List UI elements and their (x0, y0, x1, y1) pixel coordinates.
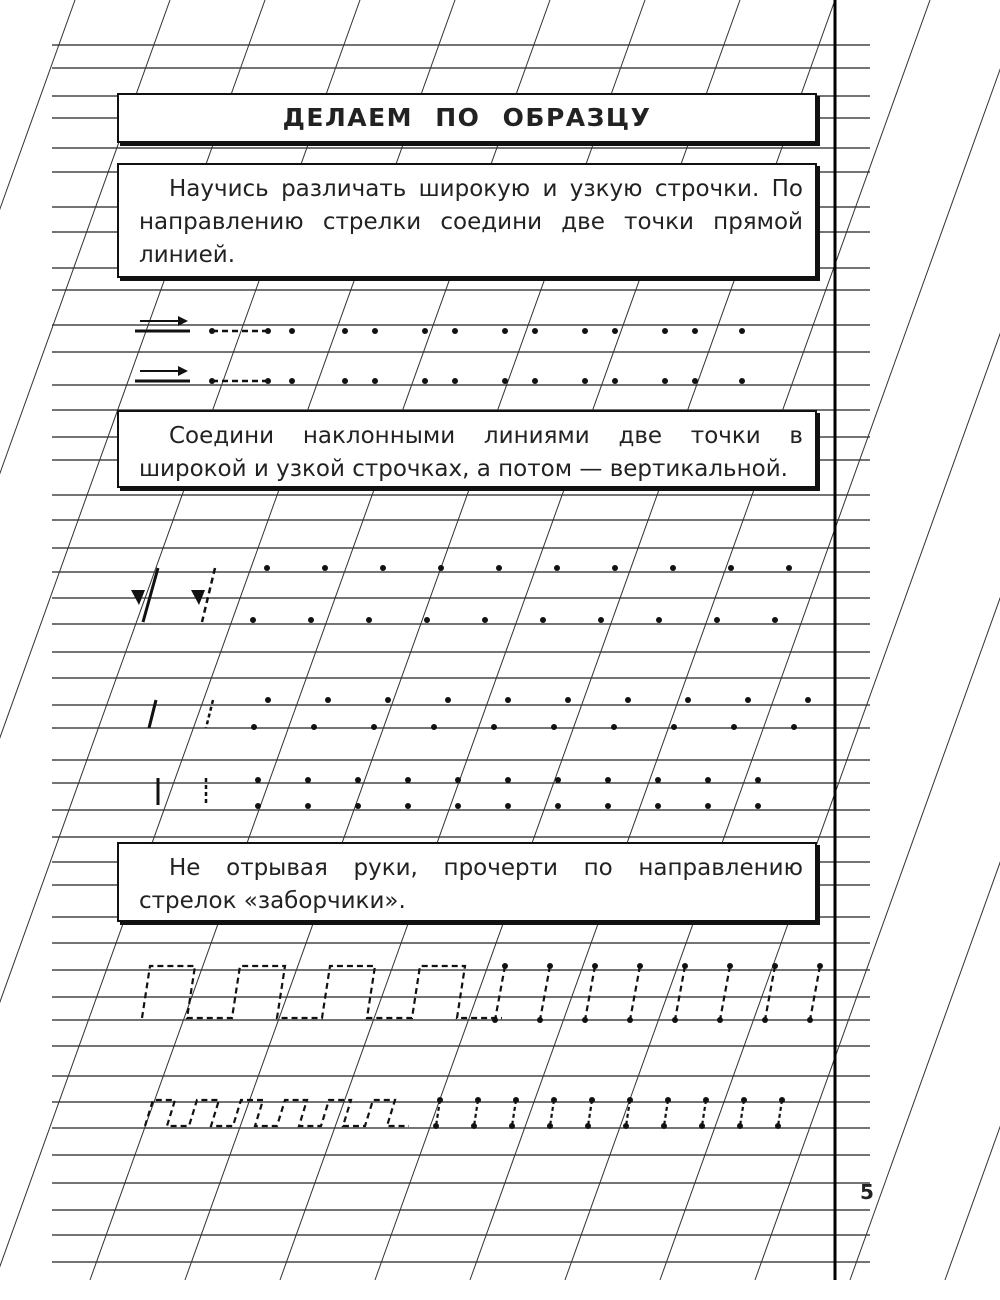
dot (682, 963, 688, 969)
dot (772, 617, 778, 623)
dot (308, 617, 314, 623)
dot (505, 697, 511, 703)
dashed-slant (585, 966, 595, 1020)
dot (672, 1017, 678, 1023)
dot (699, 1123, 705, 1129)
dot (342, 378, 348, 384)
dot (385, 697, 391, 703)
dot (779, 1097, 785, 1103)
dashed-slant (540, 966, 550, 1020)
dot (627, 1097, 633, 1103)
dot (505, 777, 511, 783)
dot (289, 378, 295, 384)
dot (655, 777, 661, 783)
dot (625, 697, 631, 703)
dot (585, 1123, 591, 1129)
dot (662, 378, 668, 384)
dot (717, 1017, 723, 1023)
dot (433, 1123, 439, 1129)
dot (547, 1123, 553, 1129)
dot (670, 565, 676, 571)
slant-guide (945, 0, 1000, 1280)
dot (612, 328, 618, 334)
dot (775, 1123, 781, 1129)
dot (685, 697, 691, 703)
dot (692, 328, 698, 334)
dot (762, 1017, 768, 1023)
dot (322, 565, 328, 571)
dot (582, 1017, 588, 1023)
dot (739, 378, 745, 384)
fence-path (145, 1100, 409, 1126)
dot (582, 378, 588, 384)
dot (532, 328, 538, 334)
dot (745, 697, 751, 703)
dashed-slant (778, 1100, 782, 1126)
dot (366, 617, 372, 623)
dot (265, 328, 271, 334)
dot (791, 724, 797, 730)
dot (289, 328, 295, 334)
dashed-slant (474, 1100, 478, 1126)
dot (372, 378, 378, 384)
dot (265, 697, 271, 703)
dot (589, 1097, 595, 1103)
dot (612, 378, 618, 384)
dot (452, 378, 458, 384)
dashed-slant (206, 700, 213, 728)
dot (264, 565, 270, 571)
dot (209, 328, 215, 334)
dashed-slant (810, 966, 820, 1020)
page-number: 5 (860, 1180, 874, 1204)
page-title: ДЕЛАЕМ ПО ОБРАЗЦУ (117, 93, 817, 143)
dot (513, 1097, 519, 1103)
dot (325, 697, 331, 703)
dot (737, 1123, 743, 1129)
dot (665, 1097, 671, 1103)
dot (662, 328, 668, 334)
task-1-text: Научись различать широкую и узкую строчки. По направлению стрелки соедини две точки прямой линией. (139, 176, 803, 268)
dot (547, 963, 553, 969)
dot (755, 803, 761, 809)
dot (305, 803, 311, 809)
arrow-icon (178, 366, 188, 376)
dot (671, 724, 677, 730)
dot (755, 777, 761, 783)
task-3-instruction (117, 842, 817, 922)
dashed-slant (550, 1100, 554, 1126)
dot (817, 963, 823, 969)
dot (509, 1123, 515, 1129)
dashed-slant (664, 1100, 668, 1126)
dot (555, 803, 561, 809)
dashed-slant (202, 568, 215, 622)
dot (605, 803, 611, 809)
dashed-slant (630, 966, 640, 1020)
sample-slant (143, 568, 158, 622)
dot (405, 777, 411, 783)
fence-path (142, 966, 502, 1018)
dot (380, 565, 386, 571)
dot (592, 963, 598, 969)
dot (505, 803, 511, 809)
dot (714, 617, 720, 623)
dot (537, 1017, 543, 1023)
dot (555, 777, 561, 783)
dot (623, 1123, 629, 1129)
dot (551, 724, 557, 730)
dot (627, 1017, 633, 1023)
dashed-slant (675, 966, 685, 1020)
dot (551, 1097, 557, 1103)
sample-slant (149, 700, 156, 728)
dot (705, 803, 711, 809)
dot (355, 777, 361, 783)
dot (496, 565, 502, 571)
dot (455, 803, 461, 809)
dashed-slant (740, 1100, 744, 1126)
dot (502, 328, 508, 334)
dot (475, 1097, 481, 1103)
dashed-slant (720, 966, 730, 1020)
dot (582, 328, 588, 334)
dot (612, 565, 618, 571)
dot (554, 565, 560, 571)
dot (502, 963, 508, 969)
dot (438, 565, 444, 571)
dot (482, 617, 488, 623)
dot (422, 378, 428, 384)
dot (598, 617, 604, 623)
dashed-slant (702, 1100, 706, 1126)
dot (772, 963, 778, 969)
dot (728, 565, 734, 571)
dot (255, 803, 261, 809)
dot (805, 697, 811, 703)
dot (656, 617, 662, 623)
dot (492, 1017, 498, 1023)
dot (532, 378, 538, 384)
dot (741, 1097, 747, 1103)
task-3-text: Не отрывая руки, прочерти по направлению стрелок «заборчики». (139, 855, 803, 914)
dot (455, 777, 461, 783)
task-2-instruction (117, 410, 817, 488)
dashed-slant (495, 966, 505, 1020)
dot (445, 697, 451, 703)
dot (655, 803, 661, 809)
dot (424, 617, 430, 623)
dot (422, 328, 428, 334)
task-2-text: Соедини наклонными линиями две точки в широкой и узкой строчках, а потом — вертикальной. (139, 423, 803, 482)
dot (255, 777, 261, 783)
dashed-slant (512, 1100, 516, 1126)
dot (565, 697, 571, 703)
dot (661, 1123, 667, 1129)
dot (705, 777, 711, 783)
dot (431, 724, 437, 730)
task-1-instruction (117, 163, 817, 278)
dot (311, 724, 317, 730)
dot (305, 777, 311, 783)
dot (692, 378, 698, 384)
dot (491, 724, 497, 730)
dot (502, 378, 508, 384)
dot (372, 328, 378, 334)
dot (250, 617, 256, 623)
dot (605, 777, 611, 783)
dot (731, 724, 737, 730)
slant-guide (850, 0, 1000, 1280)
dot (807, 1017, 813, 1023)
dot (739, 328, 745, 334)
dot (540, 617, 546, 623)
dot (611, 724, 617, 730)
dot (371, 724, 377, 730)
dot (251, 724, 257, 730)
dot (452, 328, 458, 334)
dot (405, 803, 411, 809)
dot (437, 1097, 443, 1103)
dot (342, 328, 348, 334)
dot (209, 378, 215, 384)
dot (265, 378, 271, 384)
dot (703, 1097, 709, 1103)
dot (637, 963, 643, 969)
dot (355, 803, 361, 809)
dot (727, 963, 733, 969)
dot (471, 1123, 477, 1129)
dot (786, 565, 792, 571)
dashed-slant (588, 1100, 592, 1126)
